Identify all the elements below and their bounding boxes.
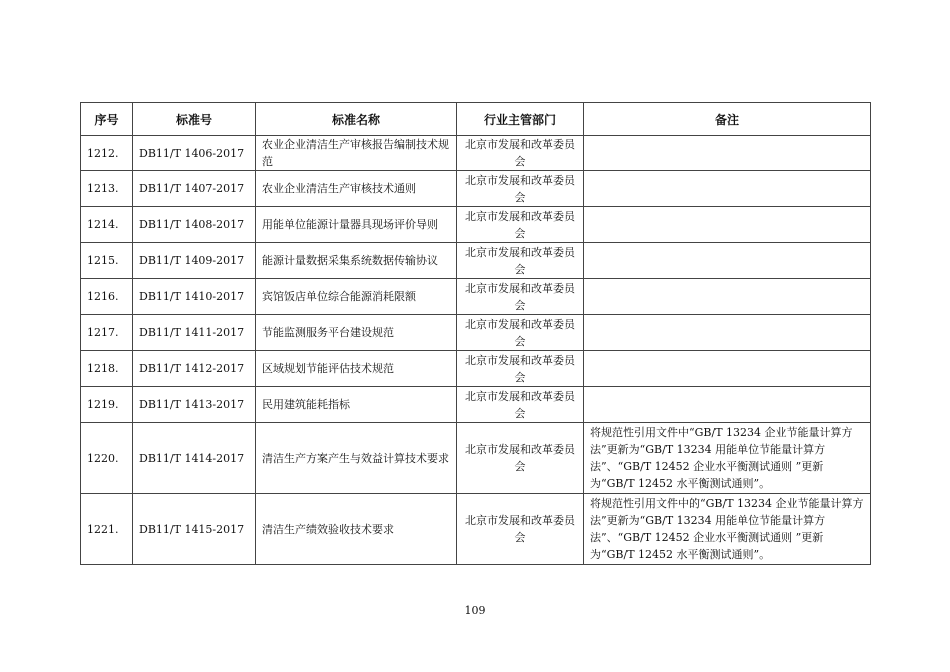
cell-seq: 1220. — [81, 423, 133, 494]
cell-code: DB11/T 1407-2017 — [133, 171, 256, 207]
cell-seq: 1212. — [81, 136, 133, 171]
table-header-row — [81, 103, 871, 136]
cell-seq: 1213. — [81, 171, 133, 207]
cell-code: DB11/T 1411-2017 — [133, 315, 256, 351]
cell-seq: 1214. — [81, 207, 133, 243]
cell-dept: 北京市发展和改革委员会 — [457, 136, 584, 171]
cell-code: DB11/T 1409-2017 — [133, 243, 256, 279]
header-name: 标准名称 — [256, 103, 457, 136]
cell-code: DB11/T 1412-2017 — [133, 351, 256, 387]
table-row — [81, 351, 871, 387]
cell-note: 将规范性引用文件中“GB/T 13234 企业节能量计算方法”更新为“GB/T 13234 用能单位节能量计算方法”、“GB/T 12452 企业水平衡测试通则 ”更新为“GB/T 12452 水平衡测试通则”。 — [584, 423, 871, 494]
cell-dept: 北京市发展和改革委员会 — [457, 171, 584, 207]
cell-name: 农业企业清洁生产审核技术通则 — [256, 171, 457, 207]
cell-dept: 北京市发展和改革委员会 — [457, 279, 584, 315]
cell-dept: 北京市发展和改革委员会 — [457, 494, 584, 565]
cell-note — [584, 315, 871, 351]
cell-note — [584, 207, 871, 243]
header-code: 标准号 — [133, 103, 256, 136]
cell-dept: 北京市发展和改革委员会 — [457, 243, 584, 279]
cell-seq: 1217. — [81, 315, 133, 351]
cell-seq: 1215. — [81, 243, 133, 279]
cell-name: 清洁生产绩效验收技术要求 — [256, 494, 457, 565]
cell-dept: 北京市发展和改革委员会 — [457, 423, 584, 494]
cell-note — [584, 387, 871, 423]
cell-name: 用能单位能源计量器具现场评价导则 — [256, 207, 457, 243]
cell-note — [584, 171, 871, 207]
cell-code: DB11/T 1414-2017 — [133, 423, 256, 494]
cell-seq: 1216. — [81, 279, 133, 315]
table-row — [81, 243, 871, 279]
cell-name: 清洁生产方案产生与效益计算技术要求 — [256, 423, 457, 494]
cell-note — [584, 279, 871, 315]
cell-name: 民用建筑能耗指标 — [256, 387, 457, 423]
table-row — [81, 207, 871, 243]
cell-seq: 1221. — [81, 494, 133, 565]
standards-table — [80, 102, 871, 565]
cell-code: DB11/T 1413-2017 — [133, 387, 256, 423]
header-note: 备注 — [584, 103, 871, 136]
cell-code: DB11/T 1410-2017 — [133, 279, 256, 315]
cell-name: 农业企业清洁生产审核报告编制技术规范 — [256, 136, 457, 171]
page-number: 109 — [464, 604, 486, 617]
table-row — [81, 171, 871, 207]
table-row — [81, 387, 871, 423]
cell-name: 宾馆饭店单位综合能源消耗限额 — [256, 279, 457, 315]
cell-name: 区域规划节能评估技术规范 — [256, 351, 457, 387]
cell-dept: 北京市发展和改革委员会 — [457, 315, 584, 351]
cell-code: DB11/T 1406-2017 — [133, 136, 256, 171]
table-row — [81, 423, 871, 494]
header-dept: 行业主管部门 — [457, 103, 584, 136]
cell-seq: 1219. — [81, 387, 133, 423]
cell-name: 能源计量数据采集系统数据传输协议 — [256, 243, 457, 279]
cell-note — [584, 351, 871, 387]
table-row — [81, 315, 871, 351]
cell-dept: 北京市发展和改革委员会 — [457, 207, 584, 243]
header-seq: 序号 — [81, 103, 133, 136]
table-row — [81, 279, 871, 315]
cell-code: DB11/T 1415-2017 — [133, 494, 256, 565]
cell-dept: 北京市发展和改革委员会 — [457, 387, 584, 423]
cell-dept: 北京市发展和改革委员会 — [457, 351, 584, 387]
cell-name: 节能监测服务平台建设规范 — [256, 315, 457, 351]
cell-code: DB11/T 1408-2017 — [133, 207, 256, 243]
cell-seq: 1218. — [81, 351, 133, 387]
table-row — [81, 136, 871, 171]
table-row — [81, 494, 871, 565]
cell-note — [584, 243, 871, 279]
cell-note — [584, 136, 871, 171]
cell-note: 将规范性引用文件中的“GB/T 13234 企业节能量计算方法”更新为“GB/T 13234 用能单位节能量计算方法”、“GB/T 12452 企业水平衡测试通则 ”更新为“GB/T 12452 水平衡测试通则”。 — [584, 494, 871, 565]
